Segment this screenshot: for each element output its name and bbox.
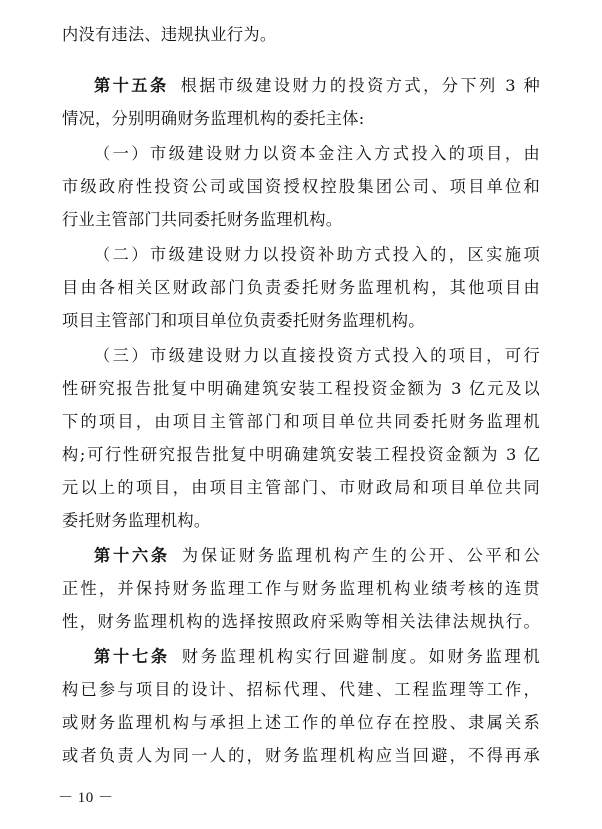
article-heading: 第十六条	[94, 546, 170, 565]
text-line: （一）市级建设财力以资本金注入方式投入的项目，由	[94, 144, 540, 163]
text-line: 或财务监理机构与承担上述工作的单位存在控股、隶属关系	[62, 713, 540, 732]
text-line: 性，财务监理机构的选择按照政府采购等相关法律法规执行。	[62, 612, 540, 631]
text-line: 内没有违法、违规执业行为。	[62, 25, 277, 44]
text-line: 市级政府性投资公司或国资授权控股集团公司、项目单位和	[62, 177, 540, 196]
text-line: 为保证财务监理机构产生的公开、公平和公	[181, 546, 541, 565]
text-line: 下的项目，由项目主管部门和项目单位共同委托财务监理机	[62, 412, 540, 431]
text-line: 或者负责人为同一人的，财务监理机构应当回避，不得再承	[62, 746, 540, 765]
text-line: （二）市级建设财力以投资补助方式投入的，区实施项	[94, 245, 540, 264]
article-17-first-line	[94, 642, 540, 672]
article-16-first-line	[94, 541, 540, 571]
text-line: 构;可行性研究报告批复中明确建筑安装工程投资金额为 3 亿	[62, 445, 540, 464]
article-15-first-line	[94, 71, 540, 101]
text-line: 财务监理机构实行回避制度。如财务监理机	[181, 647, 541, 666]
article-heading: 第十五条	[94, 76, 169, 95]
text-line: 构已参与项目的设计、招标代理、代建、工程监理等工作，	[62, 680, 540, 699]
text-line: 项目主管部门和项目单位负责委托财务监理机构。	[62, 311, 425, 330]
text-line: 正性，并保持财务监理工作与财务监理机构业绩考核的连贯	[62, 579, 540, 598]
text-line: 目由各相关区财政部门负责委托财务监理机构，其他项目由	[62, 278, 540, 297]
article-heading: 第十七条	[94, 647, 170, 666]
text-line: 性研究报告批复中明确建筑安装工程投资金额为 3 亿元及以	[62, 379, 540, 398]
text-line: （三）市级建设财力以直接投资方式投入的项目，可行	[94, 346, 540, 365]
text-line: 委托财务监理机构。	[62, 511, 211, 530]
text-line: 行业主管部门共同委托财务监理机构。	[62, 210, 343, 229]
page-number: － 10 －	[58, 790, 114, 806]
text-line: 情况，分别明确财务监理机构的委托主体:	[62, 109, 365, 128]
text-line: 元以上的项目，由项目主管部门、市财政局和项目单位共同	[62, 478, 540, 497]
text-line: 根据市级建设财力的投资方式，分下列 3 种	[180, 76, 540, 95]
